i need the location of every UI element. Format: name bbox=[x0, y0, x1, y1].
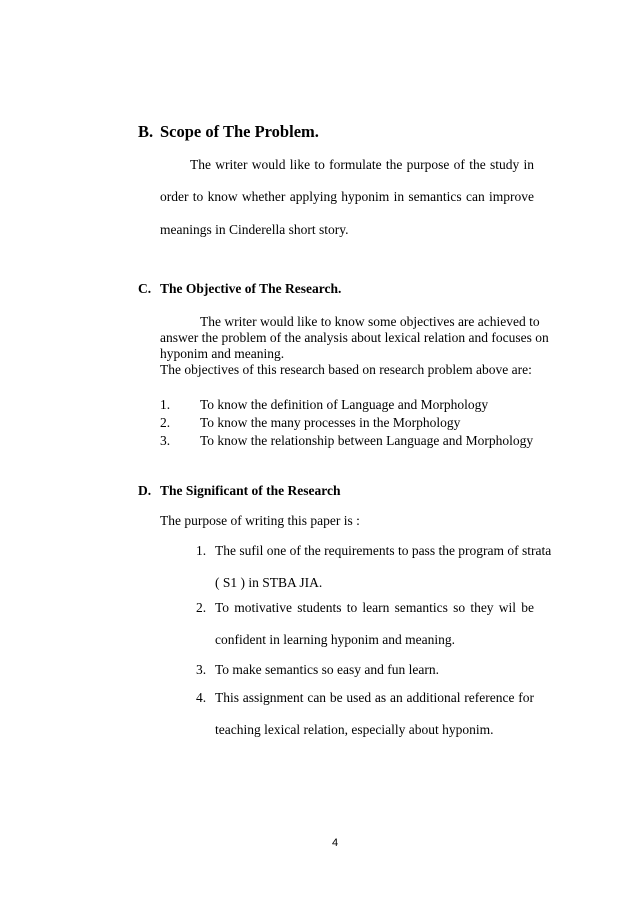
significance-item-1-line-2: ( S1 ) in STBA JIA. bbox=[215, 575, 323, 590]
section-b-title: Scope of The Problem. bbox=[160, 122, 319, 141]
significance-item-1-line-1: The sufil one of the requirements to pass the program of strata bbox=[215, 543, 552, 558]
section-c-title: The Objective of The Research. bbox=[160, 281, 342, 296]
significance-item-4-number: 4. bbox=[196, 690, 207, 705]
objective-item-number: 1. bbox=[160, 397, 171, 412]
objective-item-text: To know the many processes in the Morphology bbox=[200, 415, 461, 430]
objective-item-text: To know the definition of Language and Morphology bbox=[200, 397, 489, 412]
objective-item-3 bbox=[160, 433, 533, 449]
section-b-letter: B. bbox=[138, 122, 154, 141]
section-c-line-1: The writer would like to know some objectives are achieved to bbox=[200, 314, 540, 329]
section-d-letter: D. bbox=[138, 483, 152, 498]
significance-item-3-number: 3. bbox=[196, 662, 207, 677]
objective-item-number: 2. bbox=[160, 415, 171, 430]
significance-item-1-number: 1. bbox=[196, 543, 207, 558]
section-d-heading bbox=[138, 483, 341, 499]
significance-item-2-number: 2. bbox=[196, 600, 207, 615]
section-b-line-2: order to know whether applying hyponim in semantics can improve bbox=[160, 189, 534, 204]
section-c-letter: C. bbox=[138, 281, 152, 296]
section-c-heading bbox=[138, 281, 341, 297]
significance-item-4-line-2: teaching lexical relation, especially about hyponim. bbox=[215, 722, 494, 737]
objective-item-text: To know the relationship between Language and Morphology bbox=[200, 433, 534, 448]
page-number: 4 bbox=[332, 837, 339, 849]
objective-item-1 bbox=[160, 397, 488, 413]
significance-item-2-line-1: To motivative students to learn semantics so they wil be bbox=[215, 600, 534, 615]
objective-item-2 bbox=[160, 415, 460, 431]
section-c-line-2: answer the problem of the analysis about lexical relation and focuses on bbox=[160, 330, 549, 345]
significance-item-3-line-1: To make semantics so easy and fun learn. bbox=[215, 662, 439, 677]
section-b-line-1: The writer would like to formulate the purpose of the study in bbox=[190, 157, 534, 172]
section-c-line-3: hyponim and meaning. bbox=[160, 346, 285, 361]
objective-item-number: 3. bbox=[160, 433, 171, 448]
section-c-line-4: The objectives of this research based on research problem above are: bbox=[160, 362, 532, 377]
section-b-heading bbox=[138, 122, 319, 142]
significance-item-2-line-2: confident in learning hyponim and meaning. bbox=[215, 632, 455, 647]
significance-item-4-line-1: This assignment can be used as an additional reference for bbox=[215, 690, 534, 705]
section-d-intro: The purpose of writing this paper is : bbox=[160, 513, 360, 528]
section-b-line-3: meanings in Cinderella short story. bbox=[160, 222, 349, 237]
section-d-title: The Significant of the Research bbox=[160, 483, 341, 498]
